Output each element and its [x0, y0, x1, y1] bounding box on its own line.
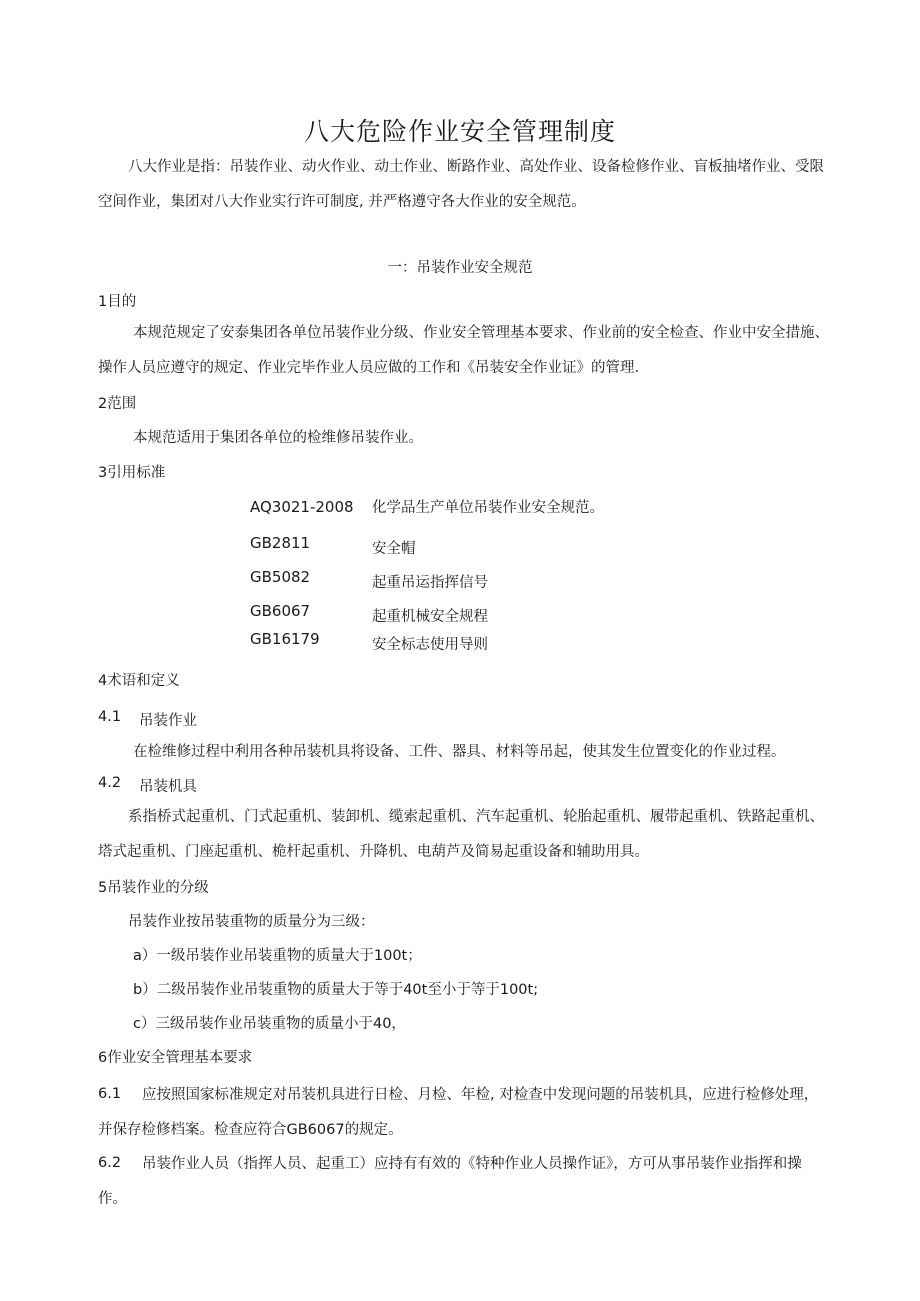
requirement-number: 6.1 — [98, 1086, 122, 1102]
standard-code: GB2811 — [250, 534, 311, 552]
grade-item: b）二级吊装作业吊装重物的质量大于等于40t至小于等于100t; — [133, 982, 539, 998]
section-one-title: 一：吊装作业安全规范 — [387, 260, 533, 276]
term-number: 4.1 — [98, 709, 122, 725]
standard-name: 起重机械安全规程 — [372, 609, 488, 625]
heading-terms: 4术语和定义 — [98, 673, 180, 689]
requirement-text: 应按照国家标准规定对吊装机具进行日检、月检、年检, 对检查中发现问题的吊装机具，应进行检修处理，并保存检修档案。检查应符合GB6067的规定。 — [98, 1087, 819, 1138]
term-number: 4.2 — [98, 775, 122, 791]
term-definition: 系指桥式起重机、门式起重机、装卸机、缆索起重机、汽车起重机、轮胎起重机、履带起重机、铁路起重机、塔式起重机、门座起重机、桅杆起重机、升降机、电葫芦及简易起重设备和辅助用具。 — [98, 809, 824, 860]
requirement-number: 6.2 — [98, 1155, 122, 1171]
grade-item: c）三级吊装作业吊装重物的质量小于40， — [133, 1016, 406, 1032]
standard-code: AQ3021-2008 — [250, 498, 354, 516]
standard-name: 安全帽 — [372, 541, 416, 557]
document-title: 八大危险作业安全管理制度 — [303, 117, 616, 146]
standard-name: 起重吊运指挥信号 — [372, 575, 488, 591]
standard-code: GB6067 — [250, 602, 311, 620]
term-definition: 在检维修过程中利用各种吊装机具将设备、工件、器具、材料等吊起，使其发生位置变化的作业过程。 — [133, 744, 786, 760]
heading-scope: 2范围 — [98, 396, 137, 412]
grade-item: a）一级吊装作业吊装重物的质量大于100t； — [133, 948, 422, 964]
heading-references: 3引用标准 — [98, 465, 166, 481]
term-title: 吊装作业 — [139, 713, 197, 729]
heading-purpose: 1目的 — [98, 294, 137, 310]
term-title: 吊装机具 — [139, 779, 197, 795]
requirement-text: 吊装作业人员（指挥人员、起重工）应持有有效的《特种作业人员操作证》，方可从事吊装作业指挥和操作。 — [98, 1156, 802, 1207]
standard-code: GB16179 — [250, 630, 320, 648]
heading-requirements: 6作业安全管理基本要求 — [98, 1050, 253, 1066]
scope-text: 本规范适用于集团各单位的检维修吊装作业。 — [133, 430, 423, 446]
heading-grading: 5吊装作业的分级 — [98, 880, 209, 896]
standard-name: 安全标志使用导则 — [372, 637, 488, 653]
standard-name: 化学品生产单位吊装作业安全规范。 — [372, 500, 604, 516]
intro-paragraph: 八大作业是指：吊装作业、动火作业、动土作业、断路作业、高处作业、设备检修作业、盲板抽堵作业、受限空间作业，集团对八大作业实行许可制度, 并严格遵守各大作业的安全规范。 — [98, 159, 824, 210]
grading-text: 吊装作业按吊装重物的质量分为三级： — [128, 914, 375, 930]
standard-code: GB5082 — [250, 568, 311, 586]
purpose-text: 本规范规定了安泰集团各单位吊装作业分级、作业安全管理基本要求、作业前的安全检查、作业中安全措施、操作人员应遵守的规定、作业完毕作业人员应做的工作和《吊装安全作业证》的管理. — [98, 325, 829, 376]
